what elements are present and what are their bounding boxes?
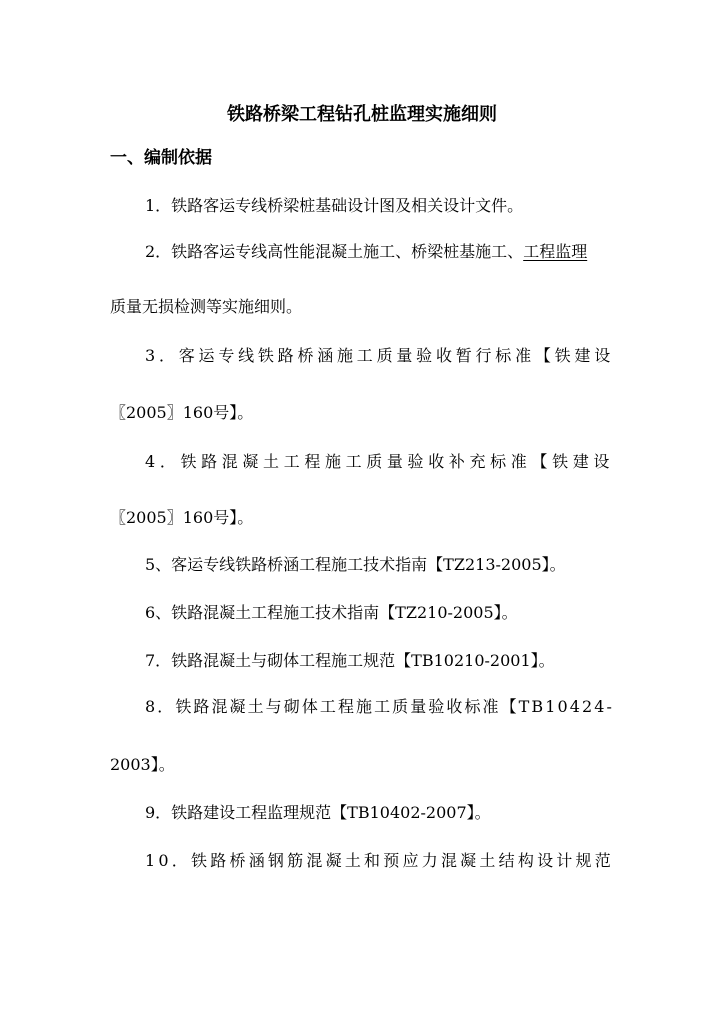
page-title: 铁路桥梁工程钻孔桩监理实施细则 bbox=[227, 104, 497, 125]
list-item-2-line-1 bbox=[145, 242, 587, 262]
list-item-4-line-1: 4．铁路混凝土工程施工质量验收补充标准【铁建设 bbox=[145, 452, 614, 471]
list-item-2-text: 2．铁路客运专线高性能混凝土施工、桥梁桩基施工、 bbox=[145, 242, 524, 261]
list-item-5: 5、客运专线铁路桥涵工程施工技术指南【TZ213-2005】。 bbox=[145, 555, 566, 574]
supervision-link[interactable]: 工程监理 bbox=[523, 242, 588, 261]
list-item-4-line-2: 〖2005〗160号】。 bbox=[110, 508, 254, 527]
list-item-3-line-2: 〖2005〗160号】。 bbox=[110, 403, 254, 422]
list-item-3-line-1: 3．客运专线铁路桥涵施工质量验收暂行标准【铁建设 bbox=[145, 346, 614, 365]
list-item-8-line-2: 2003】。 bbox=[110, 755, 175, 774]
list-item-1: 1．铁路客运专线桥梁桩基础设计图及相关设计文件。 bbox=[145, 196, 524, 215]
list-item-8-line-1: 8．铁路混凝土与砌体工程施工质量验收标准【TB10424- bbox=[145, 697, 614, 716]
list-item-9: 9．铁路建设工程监理规范【TB10402-2007】。 bbox=[145, 803, 491, 822]
list-item-7: 7．铁路混凝土与砌体工程施工规范【TB10210-2001】。 bbox=[145, 651, 555, 670]
section-heading: 一、编制依据 bbox=[110, 148, 212, 168]
list-item-10-line-1: 10．铁路桥涵钢筋混凝土和预应力混凝土结构设计规范 bbox=[145, 851, 614, 870]
list-item-2-line-2: 质量无损检测等实施细则。 bbox=[110, 297, 303, 316]
list-item-6: 6、铁路混凝土工程施工技术指南【TZ210-2005】。 bbox=[145, 603, 518, 622]
